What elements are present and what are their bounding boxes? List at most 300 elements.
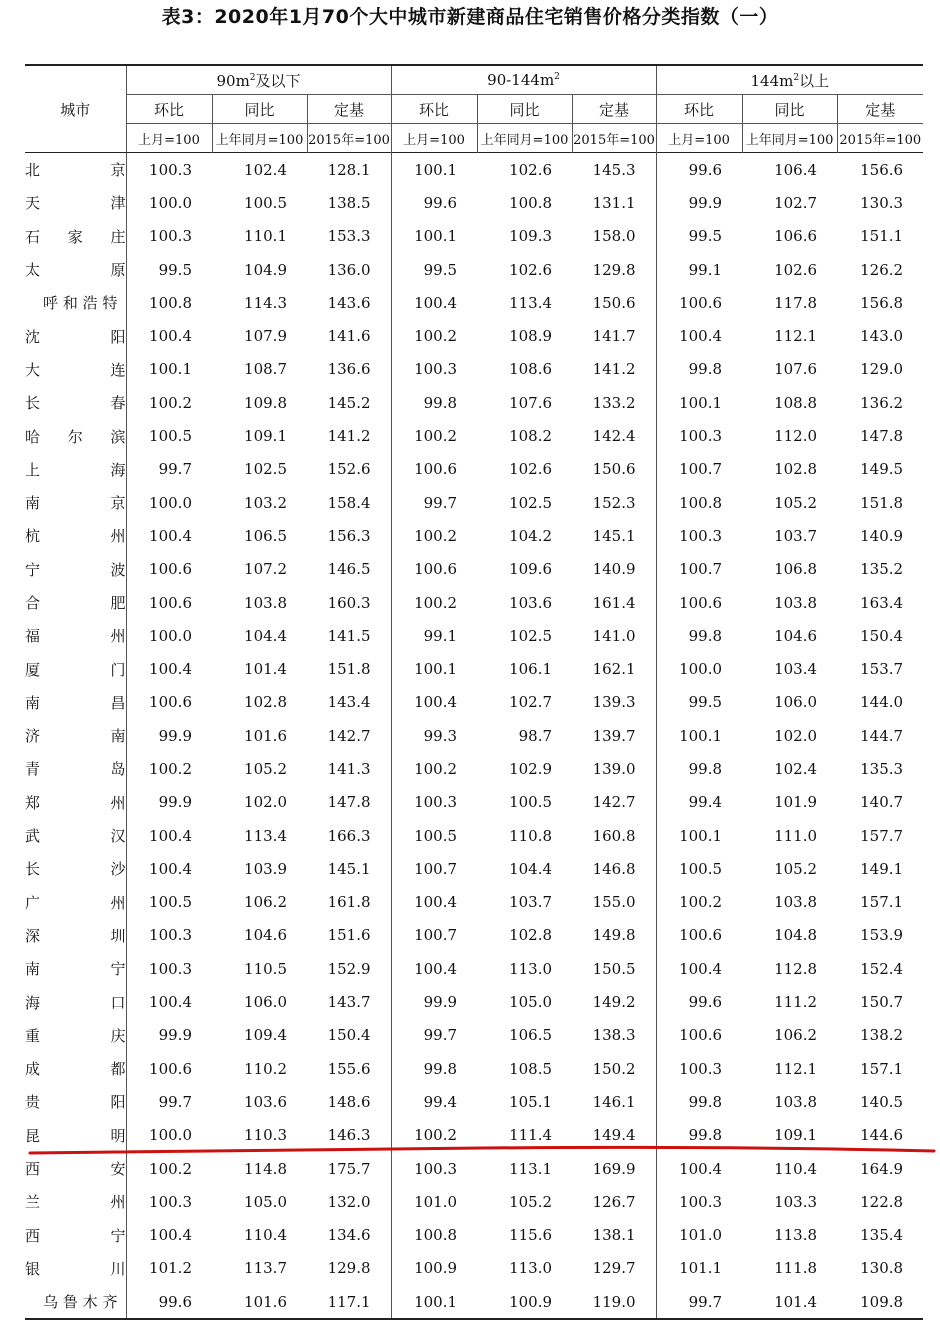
value-cell: 100.0 bbox=[149, 493, 192, 512]
value-cell: 100.0 bbox=[149, 626, 192, 645]
value-cell: 148.6 bbox=[307, 1085, 391, 1118]
value-cell: 136.6 bbox=[307, 353, 391, 386]
value-cell: 101.4 bbox=[244, 660, 287, 679]
value-cell: 110.8 bbox=[509, 826, 553, 845]
table-row bbox=[25, 153, 923, 187]
value-cell: 99.9 bbox=[423, 993, 458, 1012]
value-cell: 153.7 bbox=[860, 660, 904, 679]
city-cell: 深圳 bbox=[25, 919, 126, 952]
value-cell: 109.8 bbox=[837, 1285, 923, 1319]
value-cell: 156.8 bbox=[860, 293, 904, 312]
value-cell: 102.4 bbox=[244, 160, 287, 179]
value-cell: 140.7 bbox=[860, 793, 904, 812]
table-row bbox=[25, 1052, 923, 1085]
value-cell: 103.2 bbox=[244, 493, 287, 512]
value-cell: 109.4 bbox=[244, 1026, 287, 1045]
value-cell: 100.4 bbox=[414, 293, 458, 312]
value-cell: 100.2 bbox=[149, 759, 192, 778]
value-cell: 136.2 bbox=[860, 393, 904, 412]
value-cell: 152.4 bbox=[860, 959, 904, 978]
value-cell: 100.5 bbox=[509, 793, 553, 812]
value-cell: 103.6 bbox=[244, 1092, 287, 1111]
value-cell: 108.5 bbox=[509, 1059, 553, 1078]
value-cell: 139.7 bbox=[572, 719, 656, 752]
value-cell: 152.6 bbox=[307, 453, 391, 486]
value-cell: 141.2 bbox=[307, 419, 391, 452]
value-cell: 100.6 bbox=[414, 460, 458, 479]
value-cell: 100.1 bbox=[391, 1285, 477, 1319]
value-cell: 102.7 bbox=[774, 193, 818, 212]
value-cell: 144.7 bbox=[860, 726, 904, 745]
value-cell: 132.0 bbox=[307, 1185, 391, 1218]
value-cell: 142.4 bbox=[572, 419, 656, 452]
value-cell: 100.2 bbox=[414, 327, 458, 346]
city-cell: 郑州 bbox=[25, 786, 126, 819]
table-row bbox=[25, 752, 923, 785]
city-cell: 昆明 bbox=[25, 1119, 126, 1152]
value-cell: 100.6 bbox=[149, 693, 192, 712]
value-cell: 113.0 bbox=[509, 1259, 553, 1278]
value-cell: 142.7 bbox=[307, 719, 391, 752]
value-cell: 146.5 bbox=[307, 553, 391, 586]
base-header: 上月=100 bbox=[391, 124, 477, 153]
value-cell: 107.6 bbox=[774, 360, 818, 379]
value-cell: 99.6 bbox=[126, 1285, 212, 1319]
city-cell: 太原 bbox=[25, 253, 126, 286]
base-header: 上年同月=100 bbox=[477, 124, 572, 153]
value-cell: 156.3 bbox=[307, 519, 391, 552]
value-cell: 108.9 bbox=[509, 327, 553, 346]
value-cell: 100.6 bbox=[679, 293, 723, 312]
value-cell: 99.8 bbox=[688, 360, 723, 379]
value-cell: 100.7 bbox=[414, 926, 458, 945]
value-cell: 100.5 bbox=[149, 427, 192, 446]
base-header: 上年同月=100 bbox=[742, 124, 837, 153]
value-cell: 131.1 bbox=[572, 186, 656, 219]
table-row bbox=[25, 786, 923, 819]
value-cell: 150.7 bbox=[860, 993, 904, 1012]
value-cell: 140.9 bbox=[860, 526, 904, 545]
value-cell: 100.6 bbox=[414, 560, 458, 579]
value-cell: 106.0 bbox=[244, 993, 287, 1012]
value-cell: 117.8 bbox=[774, 293, 818, 312]
value-cell: 100.9 bbox=[414, 1259, 458, 1278]
value-cell: 145.1 bbox=[572, 519, 656, 552]
city-cell: 呼和浩特 bbox=[25, 286, 126, 319]
value-cell: 99.8 bbox=[423, 393, 458, 412]
table-row bbox=[25, 419, 923, 452]
value-cell: 100.4 bbox=[149, 993, 192, 1012]
city-cell: 天津 bbox=[25, 186, 126, 219]
value-cell: 151.6 bbox=[307, 919, 391, 952]
table-row bbox=[25, 286, 923, 319]
value-cell: 102.5 bbox=[509, 493, 553, 512]
value-cell: 100.1 bbox=[679, 393, 723, 412]
value-cell: 149.4 bbox=[572, 1119, 656, 1152]
value-cell: 103.7 bbox=[774, 526, 818, 545]
value-cell: 160.8 bbox=[572, 819, 656, 852]
value-cell: 103.8 bbox=[774, 893, 818, 912]
value-cell: 144.0 bbox=[860, 693, 904, 712]
sub-header: 同比 bbox=[477, 95, 572, 124]
city-cell: 兰州 bbox=[25, 1185, 126, 1218]
table-row bbox=[25, 186, 923, 219]
value-cell: 109.8 bbox=[244, 393, 287, 412]
value-cell: 102.4 bbox=[774, 759, 818, 778]
value-cell: 100.2 bbox=[414, 526, 458, 545]
value-cell: 100.1 bbox=[414, 660, 458, 679]
value-cell: 100.0 bbox=[679, 660, 723, 679]
value-cell: 103.8 bbox=[774, 1092, 818, 1111]
value-cell: 102.8 bbox=[509, 926, 553, 945]
value-cell: 150.4 bbox=[307, 1019, 391, 1052]
value-cell: 143.4 bbox=[307, 686, 391, 719]
table-header bbox=[25, 65, 923, 153]
value-cell: 100.4 bbox=[414, 693, 458, 712]
value-cell: 99.8 bbox=[688, 626, 723, 645]
value-cell: 138.3 bbox=[572, 1019, 656, 1052]
value-cell: 101.4 bbox=[742, 1285, 837, 1319]
value-cell: 100.7 bbox=[679, 460, 723, 479]
red-annotation-line bbox=[28, 1145, 936, 1157]
value-cell: 101.0 bbox=[414, 1192, 458, 1211]
value-cell: 99.8 bbox=[688, 759, 723, 778]
value-cell: 156.6 bbox=[860, 160, 904, 179]
value-cell: 104.2 bbox=[509, 526, 553, 545]
value-cell: 130.3 bbox=[860, 193, 904, 212]
value-cell: 101.2 bbox=[149, 1259, 192, 1278]
value-cell: 106.5 bbox=[509, 1026, 553, 1045]
table-row bbox=[25, 519, 923, 552]
value-cell: 119.0 bbox=[572, 1285, 656, 1319]
group-header-large: $144m^2$以上 bbox=[656, 65, 923, 95]
table-row bbox=[25, 619, 923, 652]
city-cell: 广州 bbox=[25, 886, 126, 919]
base-header: 上年同月=100 bbox=[212, 124, 307, 153]
value-cell: 100.4 bbox=[149, 859, 192, 878]
value-cell: 111.0 bbox=[774, 826, 818, 845]
table-row bbox=[25, 719, 923, 752]
value-cell: 163.4 bbox=[860, 593, 904, 612]
value-cell: 102.9 bbox=[509, 759, 553, 778]
city-cell: 武汉 bbox=[25, 819, 126, 852]
value-cell: 106.2 bbox=[774, 1026, 818, 1045]
value-cell: 122.8 bbox=[860, 1192, 904, 1211]
value-cell: 100.1 bbox=[414, 160, 458, 179]
value-cell: 100.6 bbox=[149, 1059, 192, 1078]
value-cell: 113.4 bbox=[509, 293, 553, 312]
value-cell: 158.4 bbox=[307, 486, 391, 519]
value-cell: 162.1 bbox=[572, 652, 656, 685]
value-cell: 99.5 bbox=[423, 260, 458, 279]
value-cell: 138.1 bbox=[572, 1219, 656, 1252]
value-cell: 103.8 bbox=[774, 593, 818, 612]
value-cell: 103.6 bbox=[509, 593, 553, 612]
value-cell: 101.1 bbox=[679, 1259, 723, 1278]
base-header: 上月=100 bbox=[126, 124, 212, 153]
value-cell: 103.7 bbox=[509, 893, 553, 912]
value-cell: 100.6 bbox=[679, 1026, 723, 1045]
value-cell: 110.3 bbox=[244, 1126, 287, 1145]
table-row bbox=[25, 220, 923, 253]
value-cell: 99.7 bbox=[158, 460, 192, 479]
value-cell: 100.8 bbox=[679, 493, 723, 512]
value-cell: 169.9 bbox=[572, 1152, 656, 1185]
value-cell: 158.0 bbox=[572, 220, 656, 253]
value-cell: 100.0 bbox=[149, 193, 192, 212]
value-cell: 108.2 bbox=[509, 427, 553, 446]
value-cell: 100.8 bbox=[509, 193, 553, 212]
sub-header: 环比 bbox=[391, 95, 477, 124]
city-cell: 合肥 bbox=[25, 586, 126, 619]
value-cell: 104.9 bbox=[244, 260, 287, 279]
value-cell: 100.2 bbox=[414, 759, 458, 778]
table-row bbox=[25, 319, 923, 352]
city-cell: 济南 bbox=[25, 719, 126, 752]
value-cell: 99.6 bbox=[423, 193, 458, 212]
value-cell: 106.4 bbox=[774, 160, 818, 179]
value-cell: 103.3 bbox=[774, 1192, 818, 1211]
value-cell: 139.0 bbox=[572, 752, 656, 785]
value-cell: 142.7 bbox=[572, 786, 656, 819]
value-cell: 146.1 bbox=[572, 1085, 656, 1118]
value-cell: 155.6 bbox=[307, 1052, 391, 1085]
value-cell: 147.8 bbox=[860, 427, 904, 446]
city-cell: 西安 bbox=[25, 1152, 126, 1185]
value-cell: 99.3 bbox=[423, 726, 458, 745]
value-cell: 144.6 bbox=[860, 1126, 904, 1145]
value-cell: 99.1 bbox=[688, 260, 723, 279]
value-cell: 100.3 bbox=[414, 793, 458, 812]
value-cell: 99.7 bbox=[656, 1285, 742, 1319]
value-cell: 149.8 bbox=[572, 919, 656, 952]
value-cell: 135.3 bbox=[860, 759, 904, 778]
value-cell: 102.6 bbox=[774, 260, 818, 279]
table-row bbox=[25, 1252, 923, 1285]
value-cell: 141.3 bbox=[307, 752, 391, 785]
sub-header: 定基 bbox=[837, 95, 923, 124]
table-row bbox=[25, 686, 923, 719]
value-cell: 145.3 bbox=[572, 153, 656, 187]
value-cell: 150.6 bbox=[572, 286, 656, 319]
value-cell: 141.7 bbox=[572, 319, 656, 352]
value-cell: 161.4 bbox=[572, 586, 656, 619]
value-cell: 102.6 bbox=[509, 460, 553, 479]
value-cell: 149.2 bbox=[572, 985, 656, 1018]
city-cell: 长沙 bbox=[25, 852, 126, 885]
value-cell: 153.3 bbox=[307, 220, 391, 253]
value-cell: 145.2 bbox=[307, 386, 391, 419]
value-cell: 105.2 bbox=[774, 859, 818, 878]
city-cell: 南宁 bbox=[25, 952, 126, 985]
value-cell: 112.8 bbox=[774, 959, 818, 978]
value-cell: 110.5 bbox=[244, 959, 287, 978]
value-cell: 99.9 bbox=[158, 1026, 192, 1045]
city-cell: 宁波 bbox=[25, 553, 126, 586]
value-cell: 151.8 bbox=[307, 652, 391, 685]
value-cell: 152.9 bbox=[307, 952, 391, 985]
value-cell: 141.2 bbox=[572, 353, 656, 386]
city-cell: 青岛 bbox=[25, 752, 126, 785]
table-row bbox=[25, 819, 923, 852]
value-cell: 147.8 bbox=[307, 786, 391, 819]
value-cell: 100.5 bbox=[679, 859, 723, 878]
sub-header: 环比 bbox=[656, 95, 742, 124]
value-cell: 140.5 bbox=[860, 1092, 904, 1111]
value-cell: 100.0 bbox=[149, 1126, 192, 1145]
value-cell: 100.4 bbox=[149, 526, 192, 545]
value-cell: 104.6 bbox=[774, 626, 818, 645]
value-cell: 100.8 bbox=[414, 1226, 458, 1245]
value-cell: 135.2 bbox=[860, 560, 904, 579]
value-cell: 103.4 bbox=[774, 660, 818, 679]
value-cell: 113.1 bbox=[509, 1159, 553, 1178]
value-cell: 102.6 bbox=[509, 260, 553, 279]
value-cell: 100.3 bbox=[679, 1192, 723, 1211]
table-row bbox=[25, 985, 923, 1018]
table-row bbox=[25, 453, 923, 486]
table-row bbox=[25, 553, 923, 586]
value-cell: 149.5 bbox=[860, 460, 904, 479]
value-cell: 110.1 bbox=[244, 227, 287, 246]
value-cell: 98.7 bbox=[518, 726, 553, 745]
value-cell: 157.7 bbox=[860, 826, 904, 845]
value-cell: 106.6 bbox=[774, 227, 818, 246]
table-row bbox=[25, 1019, 923, 1052]
value-cell: 100.2 bbox=[679, 893, 723, 912]
value-cell: 105.1 bbox=[509, 1092, 553, 1111]
value-cell: 143.0 bbox=[860, 327, 904, 346]
value-cell: 99.4 bbox=[423, 1092, 458, 1111]
city-cell: 乌鲁木齐 bbox=[25, 1285, 126, 1319]
value-cell: 138.5 bbox=[307, 186, 391, 219]
value-cell: 99.7 bbox=[423, 1026, 458, 1045]
value-cell: 126.2 bbox=[860, 260, 904, 279]
value-cell: 99.7 bbox=[158, 1092, 192, 1111]
value-cell: 99.6 bbox=[688, 160, 723, 179]
city-cell: 西宁 bbox=[25, 1219, 126, 1252]
value-cell: 108.6 bbox=[509, 360, 553, 379]
value-cell: 100.4 bbox=[149, 327, 192, 346]
value-cell: 99.4 bbox=[688, 793, 723, 812]
group-header-medium: $90-144m^2$ bbox=[391, 65, 656, 95]
value-cell: 100.3 bbox=[414, 360, 458, 379]
value-cell: 99.6 bbox=[688, 993, 723, 1012]
value-cell: 100.5 bbox=[149, 893, 192, 912]
value-cell: 100.4 bbox=[679, 959, 723, 978]
table-row bbox=[25, 353, 923, 386]
table-row bbox=[25, 486, 923, 519]
value-cell: 106.5 bbox=[244, 526, 287, 545]
value-cell: 101.6 bbox=[212, 1285, 307, 1319]
group-header-small: $90m^2$及以下 bbox=[126, 65, 391, 95]
value-cell: 114.8 bbox=[244, 1159, 287, 1178]
city-cell: 南昌 bbox=[25, 686, 126, 719]
value-cell: 112.1 bbox=[774, 327, 818, 346]
value-cell: 110.4 bbox=[774, 1159, 818, 1178]
value-cell: 102.0 bbox=[244, 793, 287, 812]
value-cell: 129.0 bbox=[860, 360, 904, 379]
value-cell: 100.4 bbox=[679, 1159, 723, 1178]
value-cell: 151.8 bbox=[860, 493, 904, 512]
value-cell: 100.4 bbox=[149, 826, 192, 845]
value-cell: 100.5 bbox=[414, 826, 458, 845]
value-cell: 161.8 bbox=[307, 886, 391, 919]
value-cell: 111.2 bbox=[774, 993, 818, 1012]
value-cell: 105.0 bbox=[244, 1192, 287, 1211]
table-row bbox=[25, 919, 923, 952]
value-cell: 150.6 bbox=[572, 453, 656, 486]
city-cell: 杭州 bbox=[25, 519, 126, 552]
sub-header: 定基 bbox=[307, 95, 391, 124]
value-cell: 100.8 bbox=[149, 293, 192, 312]
table-row bbox=[25, 852, 923, 885]
value-cell: 102.7 bbox=[509, 693, 553, 712]
value-cell: 160.3 bbox=[307, 586, 391, 619]
value-cell: 100.3 bbox=[149, 160, 192, 179]
value-cell: 102.0 bbox=[774, 726, 818, 745]
value-cell: 105.2 bbox=[774, 493, 818, 512]
value-cell: 130.8 bbox=[860, 1259, 904, 1278]
value-cell: 100.3 bbox=[679, 427, 723, 446]
value-cell: 106.1 bbox=[509, 660, 553, 679]
sub-header: 环比 bbox=[126, 95, 212, 124]
table-row bbox=[25, 952, 923, 985]
city-cell: 成都 bbox=[25, 1052, 126, 1085]
value-cell: 175.7 bbox=[307, 1152, 391, 1185]
value-cell: 104.8 bbox=[774, 926, 818, 945]
city-cell: 上海 bbox=[25, 453, 126, 486]
value-cell: 164.9 bbox=[860, 1159, 904, 1178]
table-row bbox=[25, 886, 923, 919]
value-cell: 101.9 bbox=[774, 793, 818, 812]
table-title: 表3：2020年1月70个大中城市新建商品住宅销售价格分类指数（一） bbox=[161, 6, 779, 28]
value-cell: 104.6 bbox=[244, 926, 287, 945]
city-cell: 厦门 bbox=[25, 652, 126, 685]
value-cell: 112.0 bbox=[774, 427, 818, 446]
value-cell: 100.4 bbox=[679, 327, 723, 346]
value-cell: 100.6 bbox=[149, 560, 192, 579]
value-cell: 114.3 bbox=[244, 293, 287, 312]
city-cell: 南京 bbox=[25, 486, 126, 519]
value-cell: 102.5 bbox=[244, 460, 287, 479]
value-cell: 157.1 bbox=[860, 893, 904, 912]
city-header: 城市 bbox=[25, 65, 126, 153]
value-cell: 152.3 bbox=[572, 486, 656, 519]
sub-header: 同比 bbox=[212, 95, 307, 124]
city-cell: 北京 bbox=[25, 153, 126, 187]
value-cell: 151.1 bbox=[860, 227, 904, 246]
value-cell: 150.4 bbox=[860, 626, 904, 645]
value-cell: 103.9 bbox=[244, 859, 287, 878]
value-cell: 109.3 bbox=[509, 227, 553, 246]
table-row bbox=[25, 586, 923, 619]
value-cell: 100.1 bbox=[414, 227, 458, 246]
city-cell: 福州 bbox=[25, 619, 126, 652]
city-cell: 贵阳 bbox=[25, 1085, 126, 1118]
value-cell: 150.2 bbox=[572, 1052, 656, 1085]
value-cell: 145.1 bbox=[307, 852, 391, 885]
value-cell: 141.5 bbox=[307, 619, 391, 652]
value-cell: 100.2 bbox=[414, 593, 458, 612]
value-cell: 109.1 bbox=[774, 1126, 818, 1145]
value-cell: 149.1 bbox=[860, 859, 904, 878]
value-cell: 100.3 bbox=[679, 526, 723, 545]
value-cell: 100.2 bbox=[149, 1159, 192, 1178]
value-cell: 113.4 bbox=[244, 826, 287, 845]
value-cell: 99.5 bbox=[688, 693, 723, 712]
city-cell: 银川 bbox=[25, 1252, 126, 1285]
